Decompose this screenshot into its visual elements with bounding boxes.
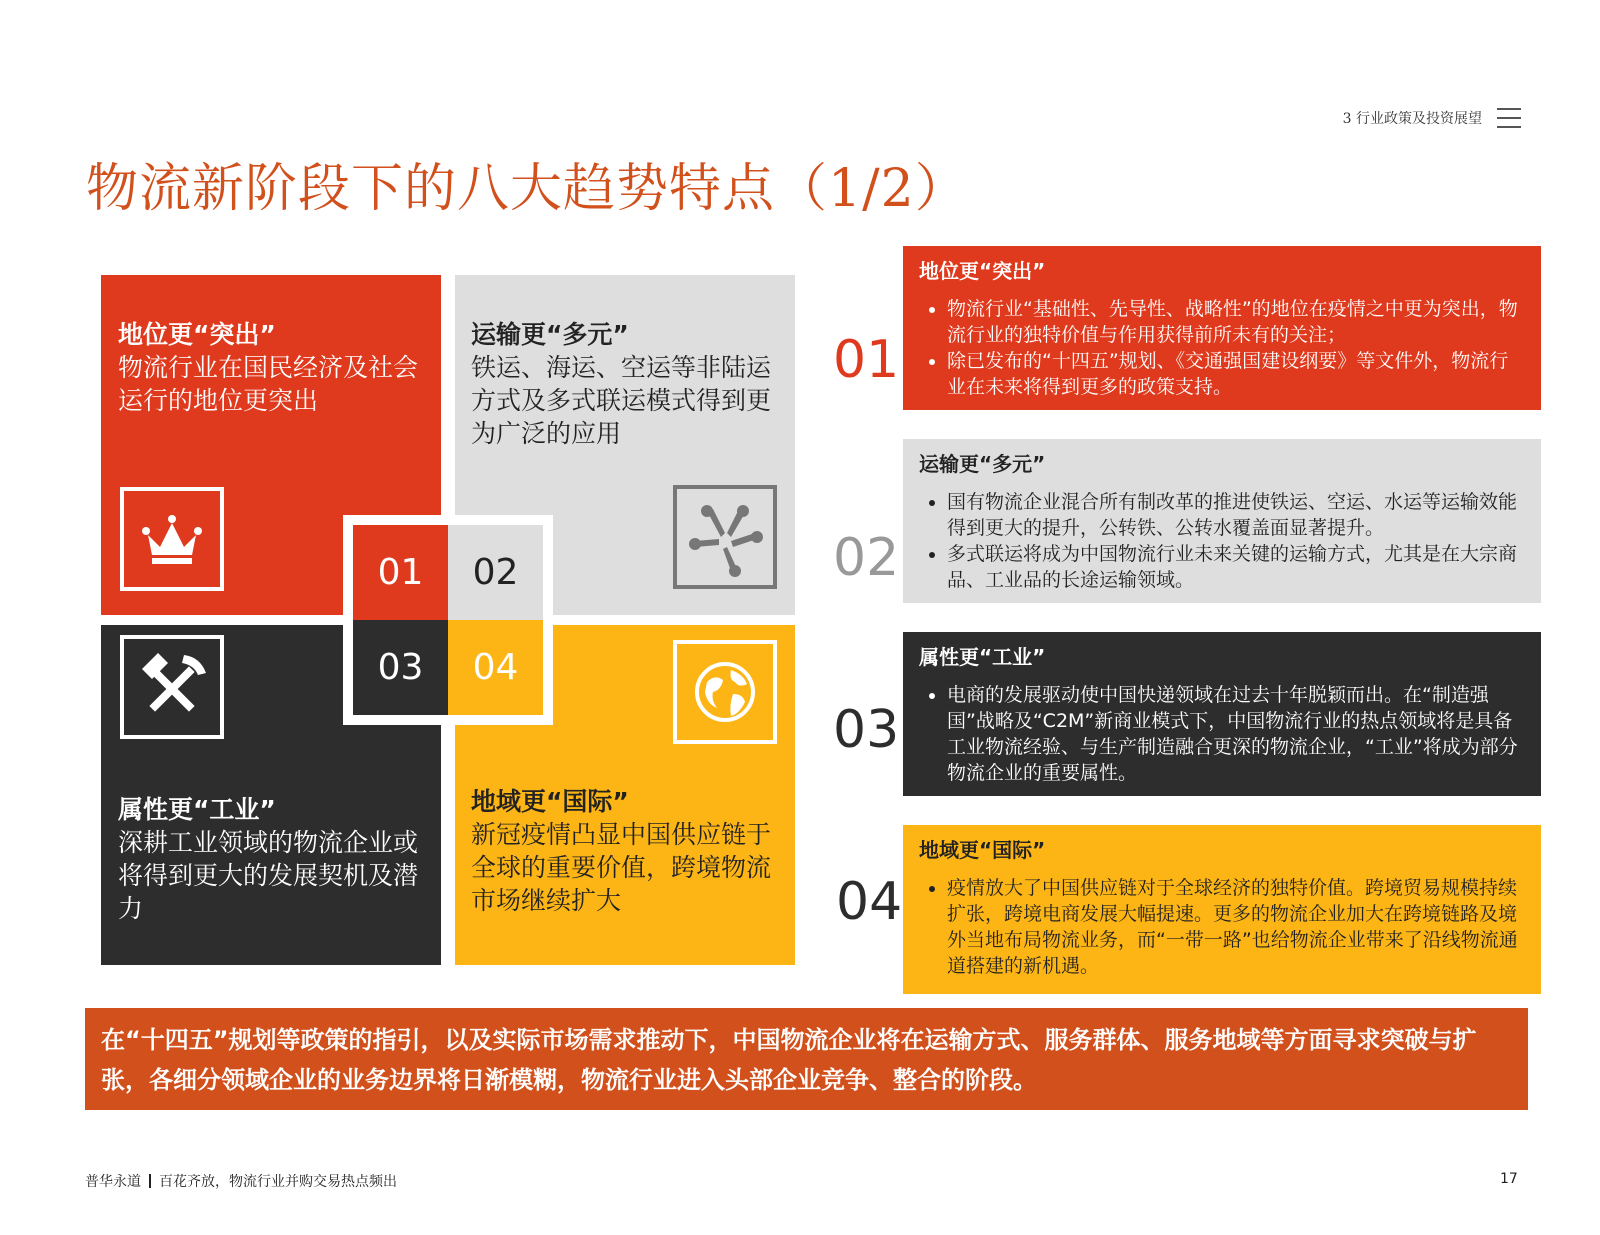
footer	[85, 1171, 397, 1191]
footer-subtitle: 百花齐放，物流行业并购交易热点频出	[159, 1174, 397, 1190]
quadrant-text-02	[471, 318, 791, 450]
quadrant-number-03: 03	[353, 620, 448, 715]
detail-number-03: 03	[833, 700, 900, 760]
menu-icon[interactable]	[1497, 107, 1521, 129]
quadrant-title: 属性更“工业”	[118, 795, 276, 824]
detail-box-03	[903, 632, 1541, 796]
detail-title: 属性更“工业”	[919, 645, 1046, 669]
detail-number-04: 04	[836, 872, 903, 932]
quadrant-number-01: 01	[353, 525, 448, 620]
quadrant-desc: 铁运、海运、空运等非陆运方式及多式联运模式得到更为广泛的应用	[471, 353, 772, 448]
quadrant-number-04: 04	[448, 620, 543, 715]
quadrant-number-02: 02	[448, 525, 543, 620]
quadrant-text-01	[118, 318, 438, 417]
globe-icon	[673, 640, 777, 744]
detail-bullet: • 国有物流企业混合所有制改革的推进使铁运、空运、水运等运输效能得到更大的提升，公转铁、公转水覆盖面显著提升。	[947, 489, 1525, 541]
detail-box-04	[903, 825, 1541, 994]
detail-bullet: • 电商的发展驱动使中国快递领域在过去十年脱颖而出。在“制造强国”战略及“C2M”新商业模式下，中国物流行业的热点领域将是具备工业物流经验、与生产制造融合更深的物流企业，“工业”将成为部分物流企业的重要属性。	[947, 682, 1525, 786]
detail-box-01	[903, 246, 1541, 410]
detail-bullet: • 除已发布的“十四五”规划、《交通强国建设纲要》等文件外，物流行业在未来将得到更多的政策支持。	[947, 348, 1525, 400]
detail-title: 地位更“突出”	[919, 259, 1046, 283]
detail-number-01: 01	[833, 330, 900, 390]
quadrant-title: 运输更“多元”	[471, 320, 629, 349]
footer-divider	[149, 1174, 151, 1188]
detail-bullet: • 多式联运将成为中国物流行业未来关键的运输方式，尤其是在大宗商品、工业品的长途运输领域。	[947, 541, 1525, 593]
footer-brand: 普华永道	[85, 1174, 141, 1190]
hammer-pick-icon	[120, 635, 224, 739]
detail-number-02: 02	[833, 528, 900, 588]
detail-bullet: • 物流行业“基础性、先导性、战略性”的地位在疫情之中更为突出，物流行业的独特价值与作用获得前所未有的关注；	[947, 296, 1525, 348]
hands-circle-icon	[673, 485, 777, 589]
quadrant-title: 地位更“突出”	[118, 320, 276, 349]
detail-title: 地域更“国际”	[919, 838, 1046, 862]
quadrant-desc: 深耕工业领域的物流企业或将得到更大的发展契机及潜力	[118, 828, 419, 923]
quadrant-text-04	[471, 785, 791, 917]
quadrant-title: 地域更“国际”	[471, 787, 629, 816]
detail-bullet: • 疫情放大了中国供应链对于全球经济的独特价值。跨境贸易规模持续扩张，跨境电商发展大幅提速。更多的物流企业加大在跨境链路及境外当地布局物流业务，而“一带一路”也给物流企业带来了沿线物流通道搭建的新机遇。	[947, 875, 1525, 979]
section-label: 3 行业政策及投资展望	[1342, 111, 1482, 127]
conclusion-banner: 在“十四五”规划等政策的指引，以及实际市场需求推动下，中国物流企业将在运输方式、服务群体、服务地域等方面寻求突破与扩张，各细分领域企业的业务边界将日渐模糊，物流行业进入头部企业竞争、整合的阶段。	[85, 1008, 1528, 1110]
page-number: 17	[1500, 1171, 1518, 1187]
quadrant-desc: 物流行业在国民经济及社会运行的地位更突出	[118, 353, 419, 415]
crown-icon	[120, 487, 224, 591]
detail-box-02	[903, 439, 1541, 603]
quadrant-desc: 新冠疫情凸显中国供应链于全球的重要价值，跨境物流市场继续扩大	[471, 820, 772, 915]
page-title: 物流新阶段下的八大趋势特点（1/2）	[86, 159, 968, 219]
quadrant-text-03	[118, 793, 438, 925]
detail-title: 运输更“多元”	[919, 452, 1046, 476]
